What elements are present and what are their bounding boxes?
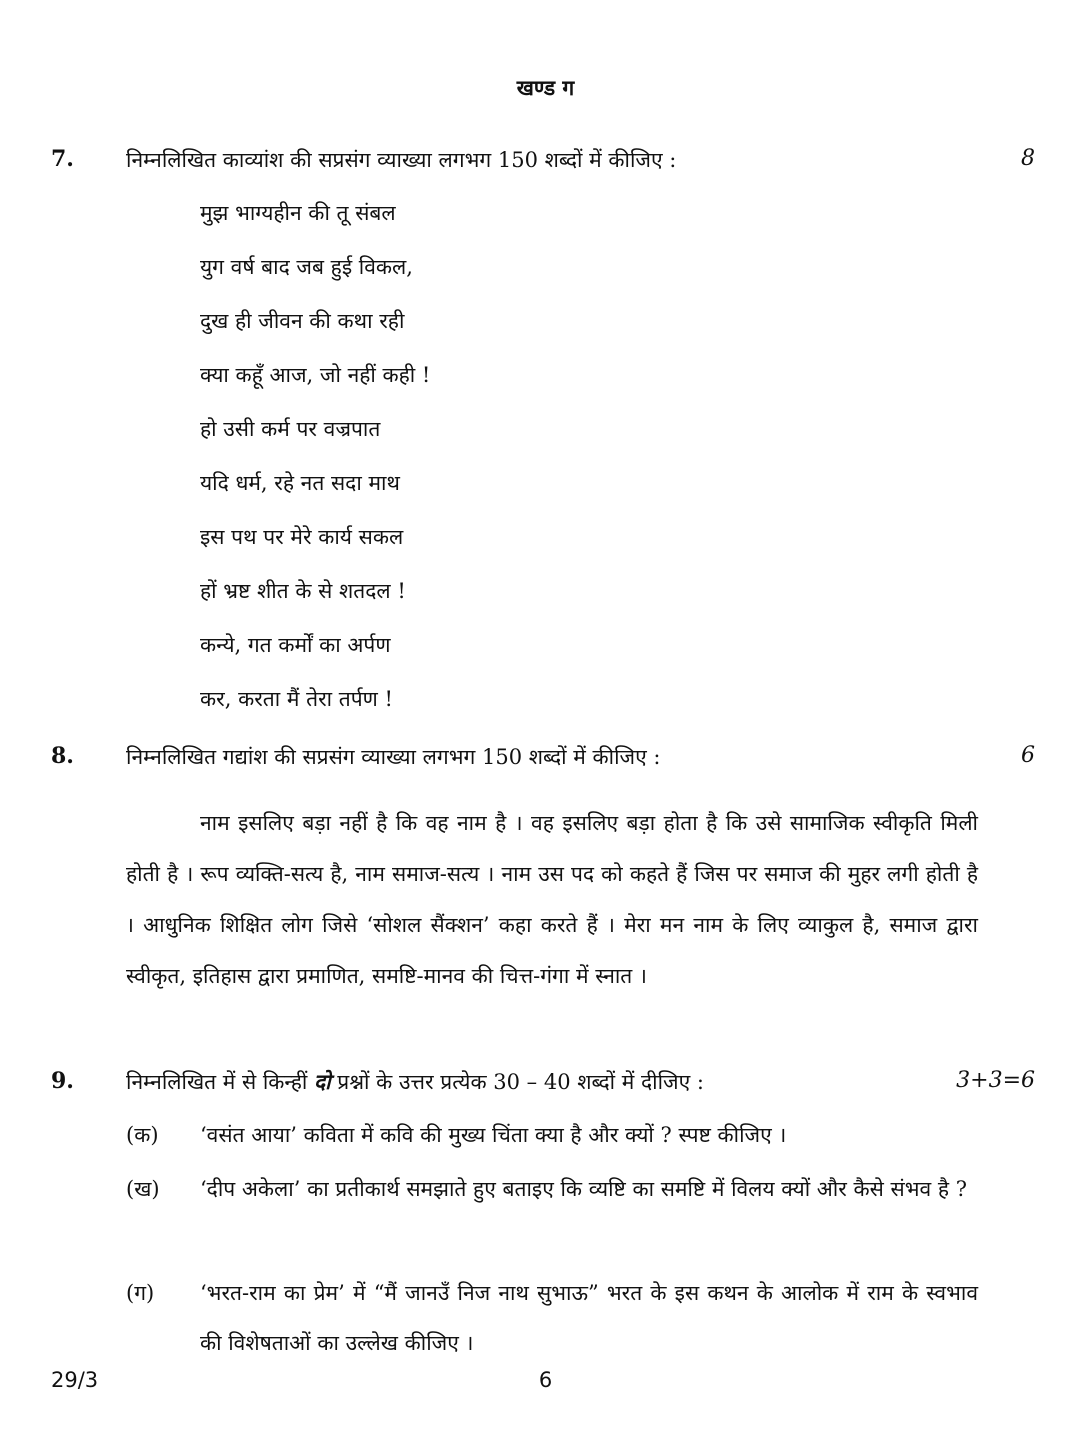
question-8-text: निम्नलिखित गद्यांश की सप्रसंग व्याख्या लगभग 150 शब्दों में कीजिए : <box>126 745 661 769</box>
page-number: 6 <box>538 1368 553 1392</box>
subquestion-label: (ग) <box>126 1281 155 1305</box>
question-9-text-before: निम्नलिखित में से किन्हीं <box>126 1070 314 1094</box>
subquestion-label: (ख) <box>126 1177 160 1201</box>
poem-line: मुझ भाग्यहीन की तू संबल <box>200 201 396 225</box>
subquestion-text: ‘भरत-राम का प्रेम’ में “मैं जानउँ निज नाथ सुभाऊ” भरत के इस कथन के आलोक में राम के स्वभाव की विशेषताओं का उल्लेख कीजिए । <box>200 1281 978 1355</box>
poem-line: दुख ही जीवन की कथा रही <box>200 309 405 333</box>
question-8-passage <box>126 798 978 1002</box>
question-9-text <box>126 1068 704 1096</box>
poem-line: क्या कहूँ आज, जो नहीं कही ! <box>200 363 431 387</box>
question-9-emphasis: दो <box>313 1069 331 1094</box>
poem-line: युग वर्ष बाद जब हुई विकल, <box>200 255 413 279</box>
poem-line: हों भ्रष्ट शीत के से शतदल ! <box>200 579 406 603</box>
question-7-text: निम्नलिखित काव्यांश की सप्रसंग व्याख्या लगभग 150 शब्दों में कीजिए : <box>126 148 677 172</box>
question-9-number: 9. <box>51 1068 74 1094</box>
poem-line: हो उसी कर्म पर वज्रपात <box>200 417 381 441</box>
subquestion-text: ‘दीप अकेला’ का प्रतीकार्थ समझाते हुए बताइए कि व्यष्टि का समष्टि में विलय क्यों और कैसे संभव है ? <box>200 1177 967 1201</box>
passage-text: नाम इसलिए बड़ा नहीं है कि वह नाम है । वह इसलिए बड़ा होता है कि उसे सामाजिक स्वीकृति मिली होती है । रूप व्यक्ति-सत्य है, नाम समाज-सत्य । नाम उस पद को कहते हैं जिस पर समाज की मुहर लगी होती है । आधुनिक शिक्षित लोग जिसे ‘सोशल सैंक्शन’ कहा करते हैं । मेरा मन नाम के लिए व्याकुल है, समाज द्वारा स्वीकृत, इतिहास द्वारा प्रमाणित, समष्टि-मानव की चित्त-गंगा में स्नात । <box>126 811 978 988</box>
paper-code: 29/3 <box>51 1368 99 1392</box>
question-8-number: 8. <box>51 743 74 769</box>
question-7-marks: 8 <box>1021 146 1035 171</box>
question-9-marks: 3+3=6 <box>956 1068 1035 1093</box>
section-title: खण्ड ग <box>516 76 575 100</box>
poem-line: यदि धर्म, रहे नत सदा माथ <box>200 471 400 495</box>
poem-line: कन्ये, गत कर्मों का अर्पण <box>200 633 391 657</box>
question-8-marks: 6 <box>1021 743 1035 768</box>
subquestion-text: ‘वसंत आया’ कविता में कवि की मुख्य चिंता क्या है और क्यों ? स्पष्ट कीजिए । <box>200 1123 787 1147</box>
poem-line: इस पथ पर मेरे कार्य सकल <box>200 525 404 549</box>
question-7-number: 7. <box>51 146 74 172</box>
subquestion-label: (क) <box>126 1123 159 1147</box>
poem-line: कर, करता मैं तेरा तर्पण ! <box>200 687 393 711</box>
question-9-text-after: प्रश्नों के उत्तर प्रत्येक 30 – 40 शब्दों में दीजिए : <box>330 1070 704 1094</box>
